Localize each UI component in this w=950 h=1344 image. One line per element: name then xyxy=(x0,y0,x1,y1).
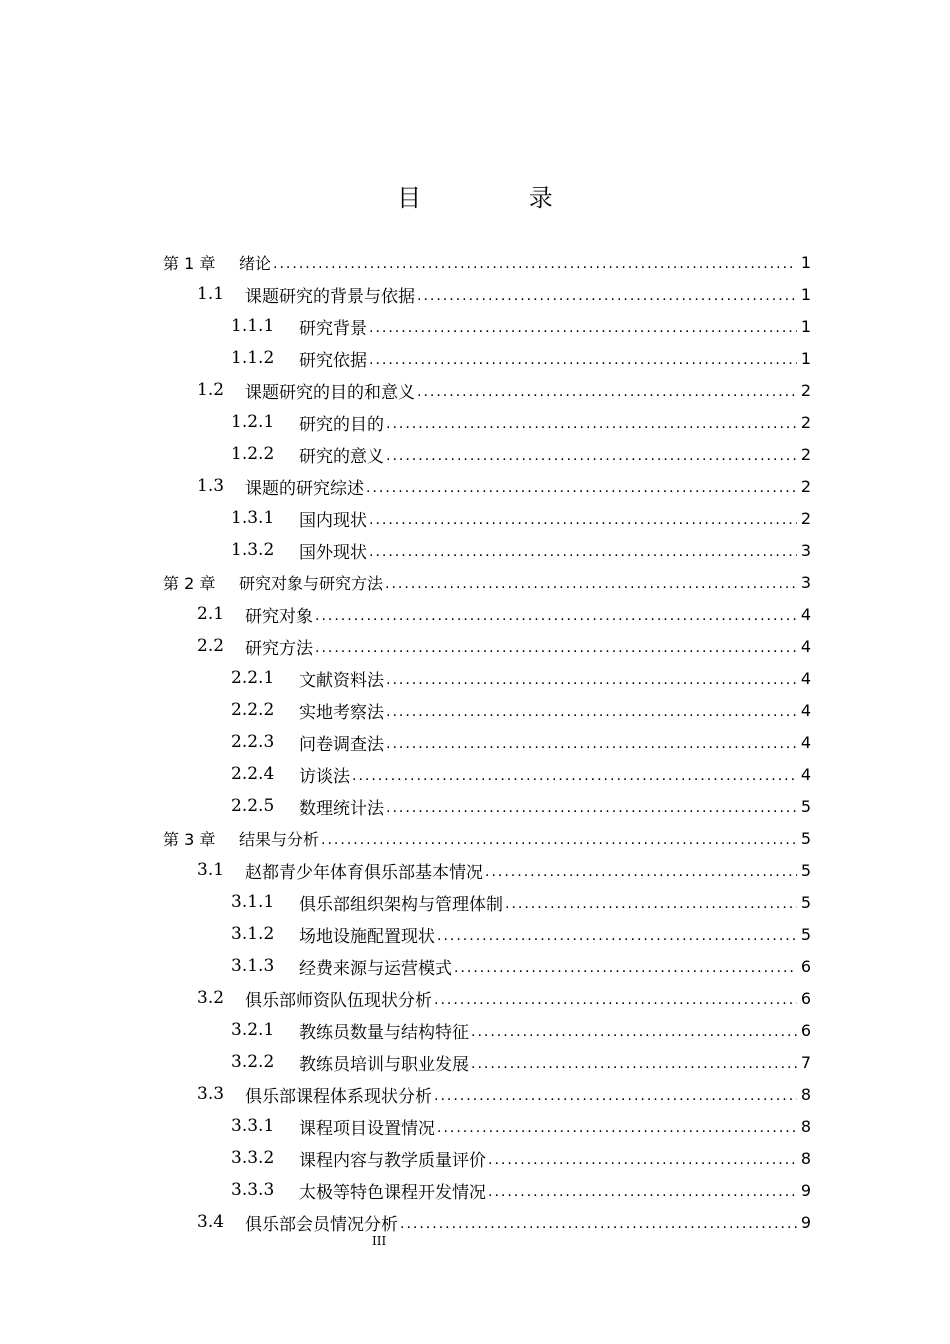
toc-entry-title: 绪论 xyxy=(239,253,272,273)
toc-entry-page: 7 xyxy=(800,1052,811,1072)
dot-leader xyxy=(369,512,797,528)
toc-entry[interactable] xyxy=(163,1046,811,1078)
page-title: 目 录 xyxy=(397,184,603,212)
toc-entry[interactable] xyxy=(163,790,811,822)
toc-entry[interactable] xyxy=(163,1174,811,1206)
dot-leader xyxy=(386,448,797,464)
toc-entry-number: 3.4 xyxy=(197,1212,225,1232)
toc-entry-title: 场地设施配置现状 xyxy=(299,926,435,947)
dot-leader xyxy=(488,1152,797,1168)
dot-leader xyxy=(369,320,797,336)
dot-leader xyxy=(386,672,797,688)
toc-entry[interactable] xyxy=(163,374,811,406)
dot-leader xyxy=(369,352,797,368)
toc-entry[interactable] xyxy=(163,918,811,950)
toc-entry[interactable] xyxy=(163,886,811,918)
toc-entry-number: 1.1.2 xyxy=(231,348,275,368)
toc-entry-number: 1.2.2 xyxy=(231,444,275,464)
toc-entry[interactable] xyxy=(163,630,811,662)
toc-entry-number: 3.1.1 xyxy=(231,892,275,912)
toc-entry-number: 2.2.2 xyxy=(231,700,275,720)
toc-entry-number: 3.2.1 xyxy=(231,1020,275,1040)
toc-entry-page: 8 xyxy=(800,1148,811,1168)
dot-leader xyxy=(366,480,797,496)
toc-entry-number: 3.2.2 xyxy=(231,1052,275,1072)
toc-entry[interactable] xyxy=(163,1078,811,1110)
dot-leader xyxy=(273,256,797,272)
toc-entry[interactable] xyxy=(163,310,811,342)
toc-entry-page: 2 xyxy=(800,444,811,464)
toc-entry-number: 第 3 章 xyxy=(163,829,216,849)
toc-entry-number: 3.1.3 xyxy=(231,956,275,976)
dot-leader xyxy=(315,640,797,656)
toc-entry-number: 1.3 xyxy=(197,476,225,496)
toc-entry-title: 数理统计法 xyxy=(299,798,384,819)
toc-entry-title: 研究背景 xyxy=(299,318,367,339)
toc-entry-title: 研究依据 xyxy=(299,350,367,371)
page-number-footer: III xyxy=(372,1234,387,1248)
toc-entry-page: 2 xyxy=(800,476,811,496)
toc-entry-page: 2 xyxy=(800,508,811,528)
toc-entry-number: 2.2.4 xyxy=(231,764,275,784)
toc-entry-title: 俱乐部课程体系现状分析 xyxy=(245,1086,432,1107)
toc-entry-page: 4 xyxy=(800,700,811,720)
toc-entry-number: 第 2 章 xyxy=(163,573,216,593)
toc-entry-page: 6 xyxy=(800,1020,811,1040)
toc-entry-page: 6 xyxy=(800,956,811,976)
dot-leader xyxy=(471,1024,797,1040)
toc-entry-title: 太极等特色课程开发情况 xyxy=(299,1182,486,1203)
toc-entry-number: 3.3.3 xyxy=(231,1180,275,1200)
toc-entry-page: 2 xyxy=(800,412,811,432)
toc-entry-page: 6 xyxy=(800,988,811,1008)
toc-entry-title: 研究对象与研究方法 xyxy=(239,573,384,593)
toc-entry-page: 1 xyxy=(800,284,811,304)
toc-entry-title: 访谈法 xyxy=(299,766,350,787)
toc-entry-number: 2.2 xyxy=(197,636,225,656)
dot-leader xyxy=(352,768,797,784)
toc-entry-number: 2.2.1 xyxy=(231,668,275,688)
dot-leader xyxy=(437,1120,797,1136)
toc-entry-page: 4 xyxy=(800,636,811,656)
toc-entry-page: 4 xyxy=(800,668,811,688)
toc-entry-title: 教练员培训与职业发展 xyxy=(299,1054,469,1075)
dot-leader xyxy=(369,544,797,560)
toc-entry-page: 1 xyxy=(800,316,811,336)
toc-entry-number: 1.3.2 xyxy=(231,540,275,560)
toc-entry[interactable] xyxy=(163,726,811,758)
toc-entry-title: 国内现状 xyxy=(299,510,367,531)
toc-entry-title: 经费来源与运营模式 xyxy=(299,958,452,979)
toc-entry-number: 1.3.1 xyxy=(231,508,275,528)
toc-entry-number: 3.1 xyxy=(197,860,225,880)
toc-entry-number: 2.2.5 xyxy=(231,796,275,816)
toc-entry[interactable] xyxy=(163,854,811,886)
toc-entry-page: 8 xyxy=(800,1084,811,1104)
dot-leader xyxy=(485,864,797,880)
toc-entry-number: 2.1 xyxy=(197,604,225,624)
toc-entry-title: 研究的目的 xyxy=(299,414,384,435)
toc-entry[interactable] xyxy=(163,342,811,374)
toc-entry-number: 1.1.1 xyxy=(231,316,275,336)
dot-leader xyxy=(417,288,797,304)
dot-leader xyxy=(454,960,797,976)
toc-entry-page: 4 xyxy=(800,764,811,784)
toc-entry-number: 2.2.3 xyxy=(231,732,275,752)
table-of-contents xyxy=(163,246,811,1238)
toc-entry-title: 教练员数量与结构特征 xyxy=(299,1022,469,1043)
toc-entry-title: 课程项目设置情况 xyxy=(299,1118,435,1139)
toc-entry[interactable] xyxy=(163,758,811,790)
dot-leader xyxy=(385,576,797,592)
toc-entry[interactable] xyxy=(163,822,811,854)
toc-entry[interactable] xyxy=(163,694,811,726)
dot-leader xyxy=(386,736,797,752)
dot-leader xyxy=(505,896,797,912)
toc-entry-title: 研究方法 xyxy=(245,638,313,659)
toc-entry-page: 9 xyxy=(800,1212,811,1232)
toc-entry[interactable] xyxy=(163,662,811,694)
toc-entry-page: 1 xyxy=(800,348,811,368)
toc-entry-number: 3.2 xyxy=(197,988,225,1008)
toc-entry-page: 4 xyxy=(800,732,811,752)
toc-entry-title: 文献资料法 xyxy=(299,670,384,691)
toc-entry-title: 研究的意义 xyxy=(299,446,384,467)
toc-entry[interactable] xyxy=(163,438,811,470)
toc-entry-title: 国外现状 xyxy=(299,542,367,563)
toc-entry[interactable] xyxy=(163,1142,811,1174)
dot-leader xyxy=(400,1216,797,1232)
toc-entry[interactable] xyxy=(163,1110,811,1142)
toc-entry-page: 5 xyxy=(800,924,811,944)
toc-entry-title: 结果与分析 xyxy=(239,829,320,849)
toc-entry-title: 俱乐部会员情况分析 xyxy=(245,1214,398,1235)
toc-entry-page: 5 xyxy=(800,796,811,816)
toc-entry[interactable] xyxy=(163,470,811,502)
dot-leader xyxy=(434,1088,797,1104)
toc-entry-title: 俱乐部组织架构与管理体制 xyxy=(299,894,503,915)
toc-entry-page: 3 xyxy=(800,572,811,592)
toc-entry-page: 8 xyxy=(800,1116,811,1136)
dot-leader xyxy=(386,800,797,816)
toc-entry-title: 课程内容与教学质量评价 xyxy=(299,1150,486,1171)
dot-leader xyxy=(386,704,797,720)
toc-entry-page: 2 xyxy=(800,380,811,400)
toc-entry-title: 实地考察法 xyxy=(299,702,384,723)
toc-entry[interactable] xyxy=(163,982,811,1014)
toc-entry-number: 3.3.2 xyxy=(231,1148,275,1168)
toc-entry[interactable] xyxy=(163,534,811,566)
toc-entry-title: 课题研究的目的和意义 xyxy=(245,382,415,403)
dot-leader xyxy=(434,992,797,1008)
toc-entry[interactable] xyxy=(163,246,811,278)
toc-entry[interactable] xyxy=(163,1014,811,1046)
toc-entry[interactable] xyxy=(163,566,811,598)
toc-entry-number: 3.3 xyxy=(197,1084,225,1104)
dot-leader xyxy=(386,416,797,432)
dot-leader xyxy=(417,384,797,400)
toc-entry[interactable] xyxy=(163,1206,811,1238)
toc-entry[interactable] xyxy=(163,406,811,438)
toc-entry-number: 第 1 章 xyxy=(163,253,216,273)
dot-leader xyxy=(488,1184,797,1200)
toc-entry-title: 俱乐部师资队伍现状分析 xyxy=(245,990,432,1011)
toc-entry[interactable] xyxy=(163,278,811,310)
dot-leader xyxy=(315,608,797,624)
toc-entry-number: 1.2.1 xyxy=(231,412,275,432)
toc-entry-title: 课题研究的背景与依据 xyxy=(245,286,415,307)
toc-entry-page: 5 xyxy=(800,892,811,912)
toc-entry-page: 1 xyxy=(800,252,811,272)
toc-entry-title: 赵都青少年体育俱乐部基本情况 xyxy=(245,862,483,883)
toc-entry-number: 3.1.2 xyxy=(231,924,275,944)
toc-entry[interactable] xyxy=(163,950,811,982)
toc-entry-number: 1.2 xyxy=(197,380,225,400)
toc-entry-number: 1.1 xyxy=(197,284,225,304)
toc-entry-title: 问卷调查法 xyxy=(299,734,384,755)
toc-entry[interactable] xyxy=(163,598,811,630)
dot-leader xyxy=(437,928,797,944)
dot-leader xyxy=(471,1056,797,1072)
toc-entry-page: 4 xyxy=(800,604,811,624)
toc-entry-page: 5 xyxy=(800,860,811,880)
toc-entry-page: 3 xyxy=(800,540,811,560)
toc-entry-page: 9 xyxy=(800,1180,811,1200)
toc-entry-number: 3.3.1 xyxy=(231,1116,275,1136)
toc-entry-page: 5 xyxy=(800,828,811,848)
toc-entry-title: 研究对象 xyxy=(245,606,313,627)
toc-entry-title: 课题的研究综述 xyxy=(245,478,364,499)
dot-leader xyxy=(321,832,797,848)
toc-entry[interactable] xyxy=(163,502,811,534)
